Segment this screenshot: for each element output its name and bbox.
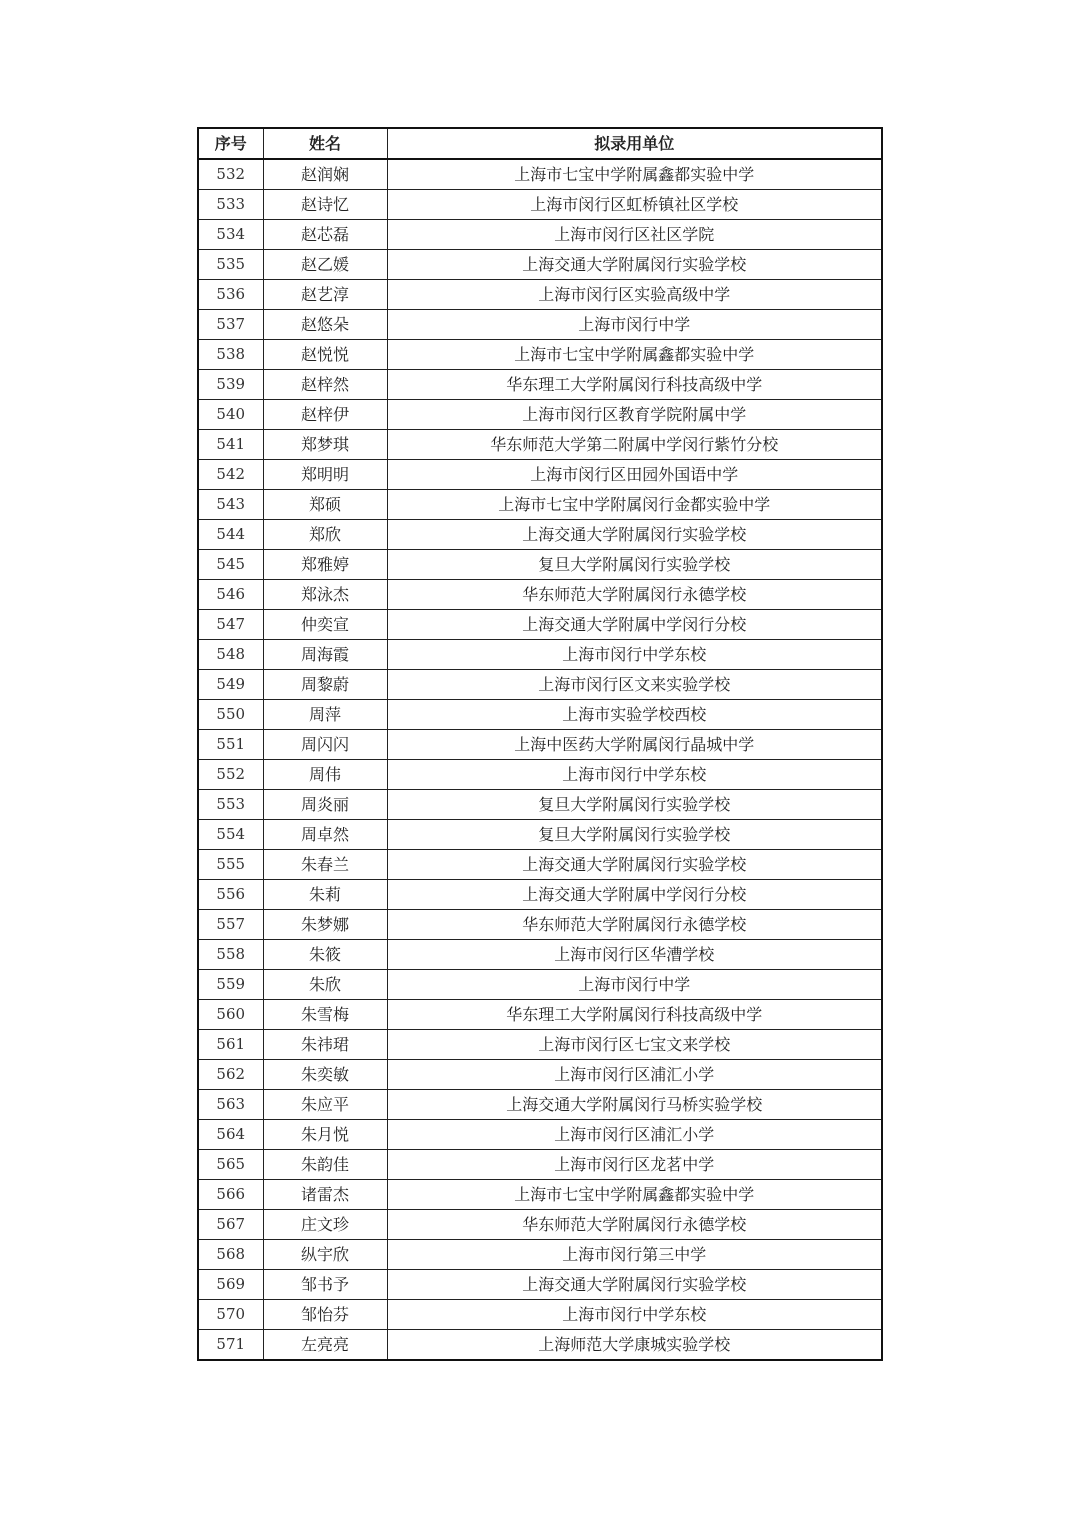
hiring-unit-cell: 华东理工大学附属闵行科技高级中学: [387, 370, 882, 400]
hiring-unit-cell: 上海交通大学附属闵行马桥实验学校: [387, 1090, 882, 1120]
serial-number-cell: 561: [198, 1030, 263, 1060]
serial-number-cell: 564: [198, 1120, 263, 1150]
hiring-unit-cell: 上海市闵行区虹桥镇社区学校: [387, 190, 882, 220]
serial-number-cell: 566: [198, 1180, 263, 1210]
name-cell: 赵悦悦: [263, 340, 387, 370]
header-serial-number: 序号: [198, 128, 263, 159]
name-cell: 郑明明: [263, 460, 387, 490]
table-row: [198, 700, 882, 730]
serial-number-cell: 547: [198, 610, 263, 640]
serial-number-cell: 569: [198, 1270, 263, 1300]
name-cell: 周闪闪: [263, 730, 387, 760]
table-row: [198, 1150, 882, 1180]
hiring-unit-cell: 华东师范大学附属闵行永德学校: [387, 580, 882, 610]
hiring-unit-cell: 上海交通大学附属闵行实验学校: [387, 1270, 882, 1300]
hiring-unit-cell: 上海市闵行中学东校: [387, 1300, 882, 1330]
name-cell: 赵润娴: [263, 159, 387, 190]
hiring-unit-cell: 上海市闵行区浦汇小学: [387, 1060, 882, 1090]
serial-number-cell: 549: [198, 670, 263, 700]
serial-number-cell: 570: [198, 1300, 263, 1330]
name-cell: 朱春兰: [263, 850, 387, 880]
hiring-unit-cell: 上海交通大学附属中学闵行分校: [387, 610, 882, 640]
serial-number-cell: 546: [198, 580, 263, 610]
name-cell: 周黎蔚: [263, 670, 387, 700]
serial-number-cell: 537: [198, 310, 263, 340]
serial-number-cell: 533: [198, 190, 263, 220]
hiring-unit-cell: 上海市闵行中学: [387, 310, 882, 340]
name-cell: 赵梓然: [263, 370, 387, 400]
table-row: [198, 190, 882, 220]
hiring-unit-cell: 华东师范大学附属闵行永德学校: [387, 1210, 882, 1240]
table-row: [198, 850, 882, 880]
table-row: [198, 280, 882, 310]
hiring-roster-table: [197, 127, 883, 1361]
hiring-unit-cell: 上海市闵行区华漕学校: [387, 940, 882, 970]
table-row: [198, 820, 882, 850]
table-row: [198, 1300, 882, 1330]
hiring-unit-cell: 上海市七宝中学附属鑫都实验中学: [387, 1180, 882, 1210]
table-row: [198, 880, 882, 910]
name-cell: 朱雪梅: [263, 1000, 387, 1030]
table-row: [198, 970, 882, 1000]
table-row: [198, 520, 882, 550]
hiring-unit-cell: 上海市闵行区文来实验学校: [387, 670, 882, 700]
table-row: [198, 1030, 882, 1060]
table-row: [198, 790, 882, 820]
name-cell: 纵宇欣: [263, 1240, 387, 1270]
serial-number-cell: 538: [198, 340, 263, 370]
hiring-unit-cell: 上海市闵行区田园外国语中学: [387, 460, 882, 490]
name-cell: 邹怡芬: [263, 1300, 387, 1330]
hiring-unit-cell: 上海市闵行区浦汇小学: [387, 1120, 882, 1150]
table-row: [198, 580, 882, 610]
serial-number-cell: 560: [198, 1000, 263, 1030]
hiring-unit-cell: 上海市闵行中学: [387, 970, 882, 1000]
hiring-unit-cell: 上海交通大学附属中学闵行分校: [387, 880, 882, 910]
hiring-unit-cell: 华东师范大学第二附属中学闵行紫竹分校: [387, 430, 882, 460]
name-cell: 赵芯磊: [263, 220, 387, 250]
name-cell: 赵诗忆: [263, 190, 387, 220]
hiring-unit-cell: 上海交通大学附属闵行实验学校: [387, 250, 882, 280]
hiring-unit-cell: 上海市闵行中学东校: [387, 760, 882, 790]
name-cell: 朱欣: [263, 970, 387, 1000]
serial-number-cell: 535: [198, 250, 263, 280]
serial-number-cell: 568: [198, 1240, 263, 1270]
name-cell: 仲奕宣: [263, 610, 387, 640]
hiring-unit-cell: 华东理工大学附属闵行科技高级中学: [387, 1000, 882, 1030]
serial-number-cell: 548: [198, 640, 263, 670]
serial-number-cell: 543: [198, 490, 263, 520]
serial-number-cell: 550: [198, 700, 263, 730]
serial-number-cell: 571: [198, 1330, 263, 1361]
name-cell: 朱应平: [263, 1090, 387, 1120]
serial-number-cell: 567: [198, 1210, 263, 1240]
table-row: [198, 940, 882, 970]
name-cell: 周卓然: [263, 820, 387, 850]
table-row: [198, 1330, 882, 1361]
table-row: [198, 910, 882, 940]
table-row: [198, 220, 882, 250]
serial-number-cell: 541: [198, 430, 263, 460]
hiring-unit-cell: 上海市闵行第三中学: [387, 1240, 882, 1270]
serial-number-cell: 562: [198, 1060, 263, 1090]
hiring-unit-cell: 复旦大学附属闵行实验学校: [387, 790, 882, 820]
hiring-unit-cell: 复旦大学附属闵行实验学校: [387, 550, 882, 580]
table-row: [198, 610, 882, 640]
serial-number-cell: 552: [198, 760, 263, 790]
name-cell: 朱韵佳: [263, 1150, 387, 1180]
serial-number-cell: 534: [198, 220, 263, 250]
name-cell: 赵乙媛: [263, 250, 387, 280]
table-row: [198, 550, 882, 580]
name-cell: 朱奕敏: [263, 1060, 387, 1090]
table-row: [198, 460, 882, 490]
hiring-unit-cell: 上海市闵行区七宝文来学校: [387, 1030, 882, 1060]
hiring-unit-cell: 上海市闵行区龙茗中学: [387, 1150, 882, 1180]
name-cell: 郑欣: [263, 520, 387, 550]
serial-number-cell: 532: [198, 159, 263, 190]
table-row: [198, 250, 882, 280]
table-row: [198, 1000, 882, 1030]
serial-number-cell: 556: [198, 880, 263, 910]
table-row: [198, 1210, 882, 1240]
name-cell: 朱莉: [263, 880, 387, 910]
name-cell: 朱梦娜: [263, 910, 387, 940]
name-cell: 郑硕: [263, 490, 387, 520]
serial-number-cell: 558: [198, 940, 263, 970]
hiring-unit-cell: 华东师范大学附属闵行永德学校: [387, 910, 882, 940]
name-cell: 诸雷杰: [263, 1180, 387, 1210]
serial-number-cell: 542: [198, 460, 263, 490]
serial-number-cell: 540: [198, 400, 263, 430]
name-cell: 朱祎珺: [263, 1030, 387, 1060]
name-cell: 邹书予: [263, 1270, 387, 1300]
table-row: [198, 730, 882, 760]
hiring-unit-cell: 上海市七宝中学附属鑫都实验中学: [387, 340, 882, 370]
name-cell: 朱月悦: [263, 1120, 387, 1150]
table-row: [198, 1180, 882, 1210]
table-row: [198, 340, 882, 370]
name-cell: 郑泳杰: [263, 580, 387, 610]
hiring-unit-cell: 复旦大学附属闵行实验学校: [387, 820, 882, 850]
name-cell: 周伟: [263, 760, 387, 790]
serial-number-cell: 544: [198, 520, 263, 550]
table-row: [198, 1120, 882, 1150]
hiring-unit-cell: 上海市七宝中学附属鑫都实验中学: [387, 159, 882, 190]
serial-number-cell: 553: [198, 790, 263, 820]
hiring-unit-cell: 上海市闵行区实验高级中学: [387, 280, 882, 310]
table-row: [198, 430, 882, 460]
header-hiring-unit: 拟录用单位: [387, 128, 882, 159]
table-row: [198, 760, 882, 790]
table-row: [198, 490, 882, 520]
name-cell: 朱筱: [263, 940, 387, 970]
hiring-unit-cell: 上海中医药大学附属闵行晶城中学: [387, 730, 882, 760]
table-header: [198, 128, 882, 159]
serial-number-cell: 557: [198, 910, 263, 940]
table-row: [198, 400, 882, 430]
hiring-unit-cell: 上海交通大学附属闵行实验学校: [387, 850, 882, 880]
table-row: [198, 1270, 882, 1300]
table-row: [198, 670, 882, 700]
name-cell: 周海霞: [263, 640, 387, 670]
hiring-unit-cell: 上海市闵行中学东校: [387, 640, 882, 670]
table-row: [198, 1240, 882, 1270]
name-cell: 周萍: [263, 700, 387, 730]
hiring-unit-cell: 上海市闵行区社区学院: [387, 220, 882, 250]
hiring-unit-cell: 上海市七宝中学附属闵行金都实验中学: [387, 490, 882, 520]
name-cell: 周炎丽: [263, 790, 387, 820]
name-cell: 郑梦琪: [263, 430, 387, 460]
header-name: 姓名: [263, 128, 387, 159]
hiring-unit-cell: 上海市实验学校西校: [387, 700, 882, 730]
name-cell: 赵悠朵: [263, 310, 387, 340]
table-row: [198, 370, 882, 400]
name-cell: 郑雅婷: [263, 550, 387, 580]
serial-number-cell: 565: [198, 1150, 263, 1180]
header-row: [198, 128, 882, 159]
name-cell: 赵梓伊: [263, 400, 387, 430]
serial-number-cell: 536: [198, 280, 263, 310]
table-row: [198, 310, 882, 340]
hiring-unit-cell: 上海交通大学附属闵行实验学校: [387, 520, 882, 550]
serial-number-cell: 563: [198, 1090, 263, 1120]
serial-number-cell: 539: [198, 370, 263, 400]
name-cell: 赵艺淳: [263, 280, 387, 310]
table-row: [198, 1090, 882, 1120]
table-body: [198, 159, 882, 1360]
hiring-unit-cell: 上海市闵行区教育学院附属中学: [387, 400, 882, 430]
serial-number-cell: 545: [198, 550, 263, 580]
table-row: [198, 159, 882, 190]
table-row: [198, 640, 882, 670]
serial-number-cell: 551: [198, 730, 263, 760]
name-cell: 左亮亮: [263, 1330, 387, 1361]
name-cell: 庄文珍: [263, 1210, 387, 1240]
table-row: [198, 1060, 882, 1090]
hiring-unit-cell: 上海师范大学康城实验学校: [387, 1330, 882, 1361]
serial-number-cell: 555: [198, 850, 263, 880]
serial-number-cell: 559: [198, 970, 263, 1000]
serial-number-cell: 554: [198, 820, 263, 850]
